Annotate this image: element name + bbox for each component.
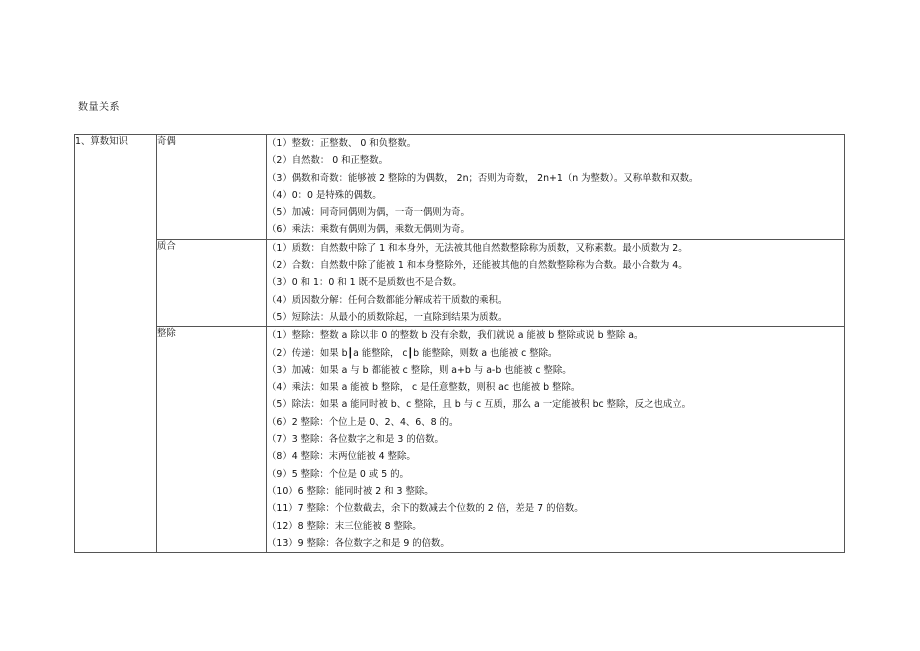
table-row xyxy=(75,239,845,326)
list-item: （5）加减：同奇同偶则为偶，一奇一偶则为奇。 xyxy=(267,207,470,219)
list-item: （4）乘法：如果 a 能被 b 整除， c 是任意整数，则积 ac 也能被 b 整除。 xyxy=(267,382,581,394)
list-item: （12）8 整除：末三位能被 8 整除。 xyxy=(267,520,422,532)
section-name-cell xyxy=(157,135,267,240)
list-item: （9）5 整除：个位是 0 或 5 的。 xyxy=(267,468,409,480)
list-item: （2）自然数： 0 和正整数。 xyxy=(267,155,389,167)
list-item: （7）3 整除：各位数字之和是 3 的倍数。 xyxy=(267,434,444,446)
table-row xyxy=(75,135,845,240)
list-item: （2）合数：自然数中除了能被 1 和本身整除外，还能被其他的自然数整除称为合数。最小合数为 4。 xyxy=(267,260,688,272)
list-item: （6）2 整除：个位上是 0、2、4、6、8 的。 xyxy=(267,416,459,428)
section-name: 整除 xyxy=(157,328,176,340)
section-name-cell xyxy=(157,239,267,326)
list-item: （5）短除法：从最小的质数除起，一直除到结果为质数。 xyxy=(267,311,508,323)
document-title: 数量关系 xyxy=(78,102,120,113)
section-content xyxy=(267,135,845,240)
list-item: （6）乘法：乘数有偶则为偶，乘数无偶则为奇。 xyxy=(267,224,470,236)
knowledge-table xyxy=(74,134,845,553)
list-item: （8）4 整除：末两位能被 4 整除。 xyxy=(267,451,416,463)
list-item: （5）除法：如果 a 能同时被 b、c 整除，且 b 与 c 互质，那么 a 一定能被积 bc 整除，反之也成立。 xyxy=(267,399,692,411)
section-name-cell xyxy=(157,327,267,553)
list-item: （3）加减：如果 a 与 b 都能被 c 整除，则 a+b 与 a-b 也能被 c 整除。 xyxy=(267,364,572,376)
list-item: （13）9 整除：各位数字之和是 9 的倍数。 xyxy=(267,537,450,549)
list-item: （1）整除：整数 a 除以非 0 的整数 b 没有余数，我们就说 a 能被 b 整除或说 b 整除 a。 xyxy=(267,330,644,342)
list-item: （3）0 和 1：0 和 1 既不是质数也不是合数。 xyxy=(267,277,462,289)
list-item: （3）偶数和奇数：能够被 2 整除的为偶数， 2n；否则为奇数， 2n+1（n 为整数）。又称单数和双数。 xyxy=(267,172,699,184)
list-item: （2）传递：如果 b┃a 能整除， c┃b 能整除，则数 a 也能被 c 整除。 xyxy=(267,347,558,359)
category-cell xyxy=(75,135,157,553)
section-name: 奇偶 xyxy=(157,136,176,147)
section-content xyxy=(267,327,845,553)
list-item: （1）质数：自然数中除了 1 和本身外，无法被其他自然数整除称为质数，又称素数。最小质数为 2。 xyxy=(267,242,688,254)
list-item: （10）6 整除：能同时被 2 和 3 整除。 xyxy=(267,485,434,497)
list-item: （1）整数：正整数、 0 和负整数。 xyxy=(267,138,417,149)
list-item: （4）质因数分解：任何合数都能分解成若干质数的乘积。 xyxy=(267,294,508,306)
category-label: 1、算数知识 xyxy=(75,136,128,147)
section-name: 质合 xyxy=(157,240,176,252)
section-content xyxy=(267,239,845,326)
list-item: （4）0：0 是特殊的偶数。 xyxy=(267,189,382,201)
table-row xyxy=(75,327,845,553)
list-item: （11）7 整除：个位数截去，余下的数减去个位数的 2 倍，差是 7 的倍数。 xyxy=(267,503,584,515)
